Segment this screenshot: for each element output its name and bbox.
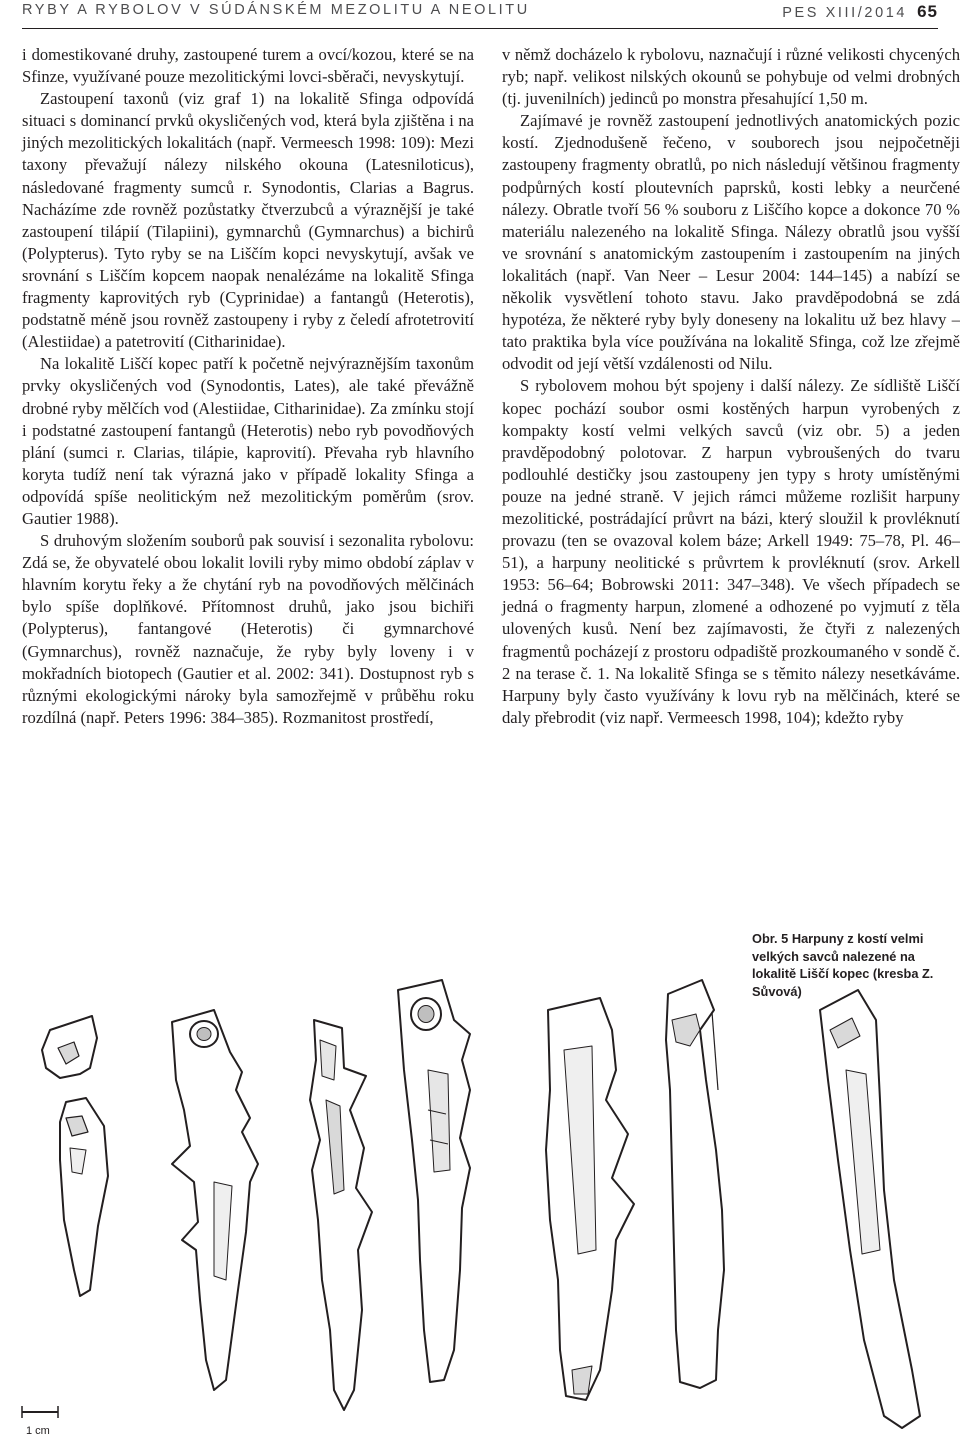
left-column: [22, 44, 474, 729]
right-column: [502, 44, 960, 729]
scale-bar: [22, 1406, 58, 1437]
paragraph: v němž docházelo k rybolovu, naznačují i různé velikosti chycených ryb; např. velikost nilských okounů se pohybuje od velmi drobných (tj. juvenilních) jedinců po monstra přesahující 1,50 m.: [502, 45, 960, 109]
harpoon-drawing-1: [42, 1016, 97, 1078]
harpoon-drawing-6: [546, 998, 634, 1400]
harpoon-drawing-7: [666, 980, 724, 1388]
harpoon-drawing-3: [172, 1010, 258, 1390]
harpoon-figure: [0, 950, 960, 1447]
running-title: RYBY A RYBOLOV V SÚDÁNSKÉM MEZOLITU A NEOLITU: [22, 2, 530, 18]
paragraph: Na lokalitě Liščí kopec patří k početně nejvýraznějším taxonům prvky okysličených vod (Synodontis, Lates), ale také převážně drobné ryby mělčích vod (Alestiidae, Citharinidae). Za zmínku stojí i podstatné zastoupení fantangů (Heterotis) nebo ryb povodňových plání (sumci r. Clarias, tilápie, kaprovití). Převaha ryb hlavního koryta tudíž není tak výrazná jako v případě lokality Sfinga a odpovídá spíše neolitickým než mezolitickým poměrům (srov. Gautier 1988).: [22, 354, 474, 528]
paragraph: i domestikované druhy, zastoupené turem a ovcí/kozou, které se na Sfinze, využívané pouze mezolitickými lovci-sběrači, nevyskytují.: [22, 45, 474, 87]
harpoon-drawing-5: [398, 980, 470, 1382]
running-head: [22, 0, 938, 26]
journal-issue: PES XIII/2014: [782, 5, 908, 21]
paragraph: Zastoupení taxonů (viz graf 1) na lokalitě Sfinga odpovídá situaci s dominancí prvků okysličených vod, která byla zjištěna i na jiných mezolitických lokalitách (např. Vermeesch 1998: 109): Mezi taxony převažují nálezy nilského okouna (Latesniloticus), následované fragmenty sumců r. Synodontis, Clarias a Bagrus. Nacházíme zde rovněž pozůstatky čtverzubců a výraznější je také zastoupení tilápií (Tilapiini), gymnarchů (Gymnarchus) a bichirů (Polypterus). Tyto ryby se na Liščím kopci nevyskytují, avšak ve srovnání s Liščím kopcem naopak nenalézáme na lokalitě Sfinga fragmenty kaprovitých ryb (Cyprinidae) a fantangů (Heterotis), podstatně méně jsou rovněž zastoupeny i ryby z čeledí afrotetrovití (Alestiidae) a patetrovití (Citharinidae).: [22, 89, 474, 352]
paragraph: S druhovým složením souborů pak souvisí i sezonalita rybolovu: Zdá se, že obyvatelé obou lokalit lovili ryby mimo období záplav v hlavním korytu řeky a že chytání ryb na povodňových mělčinách bylo spíše doplňkové. Přítomnost druhů, jako jsou bichiři (Polypterus), fantangové (Heterotis) či gymnarchové (Gymnarchus), rovněž naznačuje, že ryby byly loveny i v mokřadních biotopech (Gautier et al. 2002: 341). Dostupnost ryb s různými ekologickými nároky byla samozřejmě v průběhu roku rozdílná (např. Peters 1996: 384–385). Rozmanitost prostředí,: [22, 531, 474, 727]
paragraph: Zajímavé je rovněž zastoupení jednotlivých anatomických pozic kostí. Zjednodušeně řečeno, v souborech jsou nejpočetněji zastoupeny fragmenty obratlů, po nich následují většinou fragmenty podpůrných kostí ploutevních paprsků, kosti lebky a neurčené nálezy. Obratle tvoří 56 % souboru z Liščího kopce a dokonce 70 % materiálu nalezeného na lokalitě Sfinga. Nálezy obratlů jsou vyšší ve srovnání s anatomickým zastoupením i zastoupením na jiných lokalitách (např. Van Neer – Lesur 2004: 144–145) a nabízí se několik vysvětlení tohoto stavu. Jako pravděpodobná se zdá hypotéza, že některé ryby byly doneseny na lokalitu už bez hlavy – tato praktika byla více používána na lokalitě Sfinga, což lze zřejmě odvodit od její větší vzdálenosti od Nilu.: [502, 111, 960, 374]
figure-caption: Obr. 5 Harpuny z kostí velmi velkých savců nalezené na lokalitě Liščí kopec (kresba Z. Sůvová): [752, 931, 934, 999]
paragraph: S rybolovem mohou být spojeny i další nálezy. Ze sídliště Liščí kopec pochází soubor osmi kostěných harpun vyrobených z kompakty kostí velmi velkých savců (viz obr. 5) a jeden pravděpodobný polotovar. Z harpun vybroušených do tvaru podlouhlé destičky jsou zastoupeny jen typy s hroty umístěnými pouze na jedné straně. V jejich rámci můžeme rozlišit harpuny mezolitické, postrádající průvrt na bázi, který sloužil k provléknutí provazu (ten se ovazoval kolem báze; Arkell 1949: 75–78, Pl. 46–51), a harpuny neolitické s průvrtem k provléknutí (srov. Arkell 1953: 56–64; Bobrowski 2011: 347–348). Ve všech případech se jedná o fragmenty harpun, zlomené a odhozené po vyjmutí z těla ulovených kusů. Není bez zajímavosti, že čtyři z nalezených fragmentů pocházejí z prostoru odpadiště prozkoumaného v sondě č. 2 na terase č. 1. Na lokalitě Sfinga se s těmito nálezy nesetkáváme. Harpuny byly často využívány k lovu ryb na mělčinách, které se daly přebrodit (viz např. Vermeesch 1998, 104); kdežto ryby: [502, 376, 960, 727]
harpoon-drawing-2: [60, 1098, 108, 1296]
harpoon-drawing-8: [820, 990, 920, 1428]
harpoon-drawing-4: [310, 1020, 372, 1410]
journal-issue-wrap: [782, 2, 938, 22]
header-rule: [22, 28, 938, 29]
scale-label: 1 cm: [26, 1425, 50, 1437]
page-number: 65: [917, 2, 938, 21]
